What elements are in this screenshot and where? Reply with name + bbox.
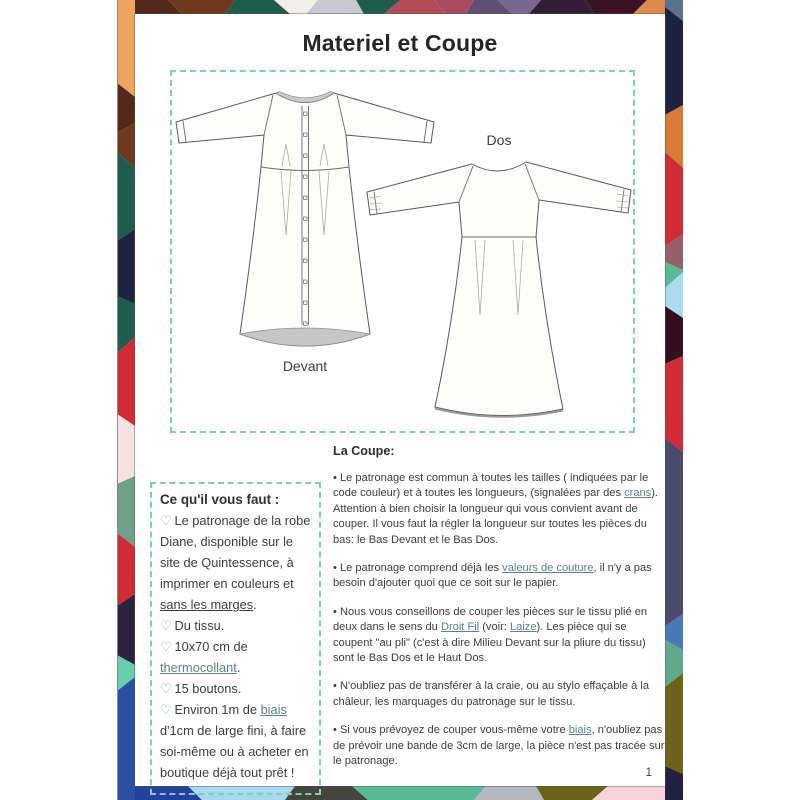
materials-list (160, 510, 313, 783)
text-segment: , il n'y a pas besoin d'ajouter quoi que ce soit sur le papier. (333, 562, 652, 590)
inline-link[interactable]: Laize (509, 621, 537, 634)
inline-link[interactable]: crans (624, 487, 652, 500)
inline-link[interactable]: valeurs de couture (502, 562, 594, 575)
cutting-section-heading: La Coupe: (333, 444, 395, 458)
button-mark (304, 133, 307, 136)
text-segment: Environ 1m de (174, 702, 261, 717)
text-segment: • Si vous prévoyez de couper vous-même votre (333, 724, 569, 737)
text-segment: • N'oubliez pas de transférer à la craie, ou au stylo effaçable à la châleur, les marquages du patronage sur le tissu. (333, 680, 649, 708)
text-segment: 15 boutons. (174, 681, 242, 696)
front-view-label: Devant (282, 358, 328, 374)
page-number: 1 (645, 767, 652, 779)
back-view-label: Dos (486, 132, 512, 148)
cutting-section (333, 444, 666, 783)
text-segment: 10x70 cm de (174, 639, 248, 654)
text-segment: ). Les pièce qui se coupent "au pli" (c'est à dire Milieu Devant sur la pliure du tissu) sont le Bas Dos et le Haut Dos. (333, 621, 646, 665)
text-segment: Le patronage de la robe Diane, disponible sur le site de Quintessence, à imprimer en couleurs et (160, 513, 311, 591)
materials-box-title: Ce qu'il vous faut : (160, 492, 280, 507)
collage-patch (117, 229, 135, 304)
materials-list-item (160, 636, 313, 678)
button-mark (304, 175, 307, 178)
inline-link[interactable]: Droit Fil (440, 621, 480, 634)
text-segment: • Nous vous conseillons de couper les pièces sur le tissu plié en deux dans le sens du (333, 605, 648, 634)
button-mark (304, 196, 307, 199)
text-segment: ). Attention à bien choisir la longueur qui vous convient avant de couper. Il vous faut la régler la longueur sur toutes les pièces du bas: le Bas Devant et le Bas Dos. (333, 487, 658, 546)
button-mark (304, 238, 307, 241)
heart-bullet-icon: ♡ (160, 513, 172, 528)
collage-patch (665, 356, 683, 452)
inline-link[interactable]: biais (568, 724, 592, 737)
collage-patch (117, 414, 135, 484)
paragraph (333, 471, 666, 548)
button-mark (304, 112, 307, 115)
collage-patch (117, 594, 135, 665)
collage-patch (117, 0, 135, 97)
text-segment: . (253, 597, 257, 612)
document-page (135, 14, 665, 786)
paragraph (333, 561, 666, 592)
heart-bullet-icon: ♡ (160, 618, 172, 633)
collage-patch (352, 786, 486, 800)
heart-bullet-icon: ♡ (160, 639, 172, 654)
text-segment: (voir: (479, 621, 510, 634)
collage-patch (474, 786, 544, 800)
heart-bullet-icon: ♡ (160, 702, 172, 717)
materials-list-item (160, 510, 313, 615)
page-title: Materiel et Coupe (302, 30, 498, 56)
heart-bullet-icon: ♡ (160, 681, 172, 696)
text-segment: , n'oubliez pas de prévoir une bande de 3cm de large, la pièce n'est pas tracée sur le patronage. (333, 724, 665, 768)
materials-list-item (160, 699, 313, 783)
text-segment: . (236, 660, 241, 675)
button-mark (304, 322, 307, 325)
materials-list-item (160, 615, 313, 636)
paragraph (333, 605, 666, 667)
paragraph (333, 679, 666, 710)
button-mark (304, 280, 307, 283)
text-segment: d'1cm de large fini, à faire soi-même ou à acheter en boutique déjà tout prêt ! (160, 723, 309, 780)
inline-link[interactable]: biais (260, 702, 287, 717)
collage-patch (665, 152, 683, 246)
text-segment: Du tissu. (174, 618, 225, 633)
dress-technical-drawing (172, 72, 633, 431)
button-mark (304, 259, 307, 262)
paragraph (333, 723, 666, 769)
hem-shadow (240, 328, 370, 346)
text-segment: • Le patronage comprend déjà les (333, 562, 503, 575)
text-segment: sans les marges (160, 597, 254, 612)
cutting-paragraphs (333, 471, 666, 770)
back-dress-drawing (367, 162, 631, 417)
button-mark (304, 301, 307, 304)
materials-list-item (160, 678, 313, 699)
text-segment: • Le patronage est commun à toutes les tailles ( indiquées par le code couleur) et à toutes les longueurs, (signalées par des (333, 472, 649, 500)
illustration-frame (170, 70, 635, 433)
button-mark (304, 217, 307, 220)
collage-patch (117, 677, 135, 800)
front-dress-drawing (176, 92, 434, 347)
collage-patch (665, 438, 683, 626)
button-mark (304, 154, 307, 157)
collage-patch (665, 673, 683, 774)
materials-needed-box (150, 482, 321, 795)
collage-patch (665, 7, 683, 115)
inline-link[interactable]: thermocollant (160, 660, 237, 675)
